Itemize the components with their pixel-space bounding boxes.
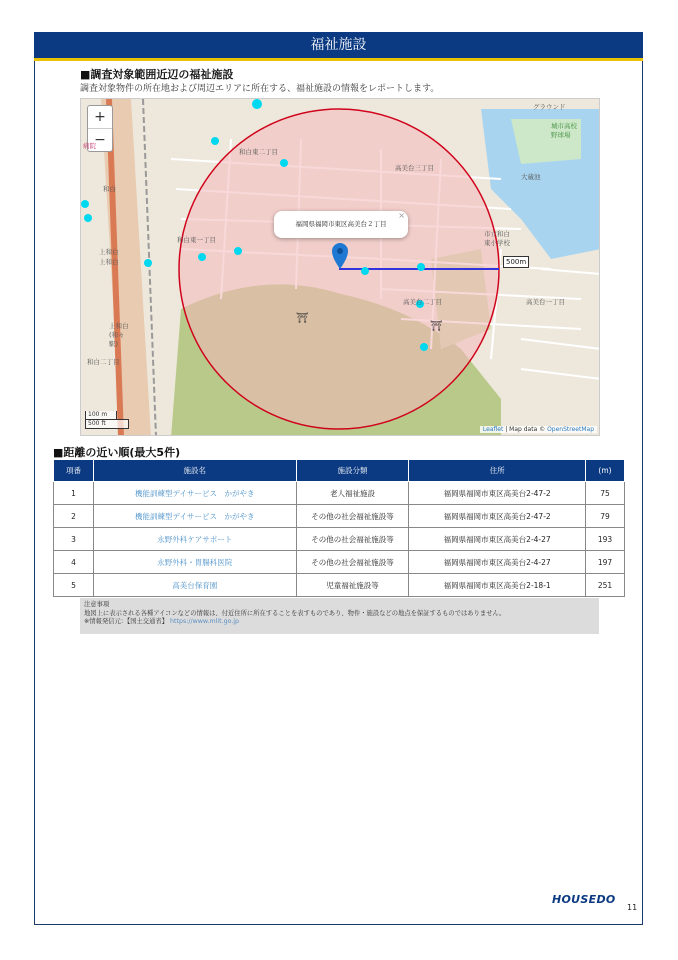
- notes-title: 注意事項: [84, 601, 110, 608]
- facility-address: 福岡県福岡市東区高美台2-47-2: [409, 505, 586, 528]
- zoom-in-button[interactable]: +: [88, 106, 112, 129]
- column-header: (m): [586, 460, 625, 482]
- map-label: 高美台一丁目: [526, 298, 565, 306]
- notes-source: [84, 618, 595, 627]
- map-label: 市立和白東小学校: [484, 230, 510, 247]
- shrine-icon: ⛩: [430, 321, 443, 332]
- map-label: 和白二丁目: [87, 358, 120, 366]
- column-header: 施設分類: [296, 460, 409, 482]
- scale-imperial: 500 ft: [85, 419, 129, 429]
- notes-line: 地図上に表示される各種アイコンなどの情報は、付近住所に所在することを表すものであり、物件・施設などの地点を保証するものではありません。: [84, 609, 506, 617]
- scale-metric: 100 m: [85, 411, 117, 420]
- facility-name-link[interactable]: 高美台保育園: [93, 574, 296, 597]
- facility-marker: [252, 99, 262, 109]
- facility-marker: [211, 137, 219, 145]
- facility-category: その他の社会福祉施設等: [296, 528, 409, 551]
- facility-address: 福岡県福岡市東区高美台2-18-1: [409, 574, 586, 597]
- facility-name-link[interactable]: 機能訓練型デイサービス かがやき: [93, 482, 296, 505]
- facility-address: 福岡県福岡市東区高美台2-4-27: [409, 551, 586, 574]
- facility-name-link[interactable]: 永野外科ケアサポート: [93, 528, 296, 551]
- row-number: 4: [54, 551, 94, 574]
- page-number: 11: [627, 903, 638, 912]
- facility-marker: [417, 263, 425, 271]
- row-number: 5: [54, 574, 94, 597]
- map-label: 和白東二丁目: [239, 148, 278, 156]
- section-description: 調査対象物件の所在地および周辺エリアに所在する、福祉施設の情報をレポートします。: [80, 84, 440, 94]
- map-label: 病院: [83, 142, 96, 150]
- map-popup: [274, 211, 408, 238]
- facility-category: 老人福祉施設: [296, 482, 409, 505]
- table-row: [54, 574, 625, 597]
- facility-distance: 251: [586, 574, 625, 597]
- notes-source-link[interactable]: https://www.mlit.go.jp: [170, 618, 240, 625]
- facility-marker: [144, 259, 152, 267]
- table-row: [54, 482, 625, 505]
- leaflet-link[interactable]: Leaflet: [482, 426, 504, 433]
- column-header: 施設名: [93, 460, 296, 482]
- radius-label: 500m: [503, 256, 529, 268]
- notes-source-prefix: ※情報発信元：【国土交通省】: [84, 618, 168, 625]
- facility-marker: [198, 253, 206, 261]
- facility-address: 福岡県福岡市東区高美台2-47-2: [409, 482, 586, 505]
- facility-distance: 197: [586, 551, 625, 574]
- column-header: 住所: [409, 460, 586, 482]
- popup-text: 福岡県福岡市東区高美台２丁目: [295, 220, 387, 228]
- facility-category: その他の社会福祉施設等: [296, 551, 409, 574]
- facility-marker: [280, 159, 288, 167]
- page-title: 福祉施設: [34, 32, 643, 61]
- map-label: 城市高校野球場: [551, 122, 577, 139]
- map[interactable]: [80, 98, 600, 436]
- brand-do: DO: [596, 893, 616, 906]
- map-label: 高美台二丁目: [403, 298, 442, 306]
- table-row: [54, 528, 625, 551]
- facility-category: 児童福祉施設等: [296, 574, 409, 597]
- facility-distance: 79: [586, 505, 625, 528]
- facility-name-link[interactable]: 永野外科・胃腸科医院: [93, 551, 296, 574]
- brand-house: HOUSE: [552, 893, 597, 906]
- facility-distance: 193: [586, 528, 625, 551]
- map-label: グラウンド: [533, 103, 566, 111]
- map-label: 上和白: [99, 258, 119, 266]
- facility-name-link[interactable]: 機能訓練型デイサービス かがやき: [93, 505, 296, 528]
- popup-close-icon[interactable]: ×: [398, 211, 405, 220]
- facility-address: 福岡県福岡市東区高美台2-4-27: [409, 528, 586, 551]
- attribution-separator: | Map data ©: [503, 426, 548, 433]
- map-label: 大蔵池: [521, 173, 541, 181]
- notes-box: [80, 598, 599, 634]
- brand-logo: [552, 893, 616, 906]
- table-row: [54, 505, 625, 528]
- map-label: 和白: [103, 185, 116, 193]
- facility-marker: [361, 267, 369, 275]
- map-attribution: [480, 426, 597, 433]
- map-label: 和白東一丁目: [177, 236, 216, 244]
- facility-marker: [234, 247, 242, 255]
- scale-bar: [85, 411, 129, 429]
- map-label: 上和白(和々駅): [109, 322, 129, 348]
- table-row: [54, 551, 625, 574]
- shrine-icon: ⛩: [296, 313, 309, 324]
- map-label: 高美台三丁目: [395, 164, 434, 172]
- table-header-row: [54, 460, 625, 482]
- table-heading: ■距離の近い順(最大5件): [53, 446, 181, 459]
- row-number: 1: [54, 482, 94, 505]
- zoom-out-button[interactable]: −: [94, 132, 106, 148]
- column-header: 項番: [54, 460, 94, 482]
- osm-link[interactable]: OpenStreetMap: [547, 426, 594, 433]
- facility-table: [53, 459, 625, 597]
- row-number: 3: [54, 528, 94, 551]
- facility-category: その他の社会福祉施設等: [296, 505, 409, 528]
- section-heading: ■調査対象範囲近辺の福祉施設: [80, 68, 234, 81]
- row-number: 2: [54, 505, 94, 528]
- map-label: 上和白: [99, 248, 119, 256]
- facility-marker: [420, 343, 428, 351]
- facility-marker: [81, 200, 89, 208]
- facility-marker: [84, 214, 92, 222]
- facility-distance: 75: [586, 482, 625, 505]
